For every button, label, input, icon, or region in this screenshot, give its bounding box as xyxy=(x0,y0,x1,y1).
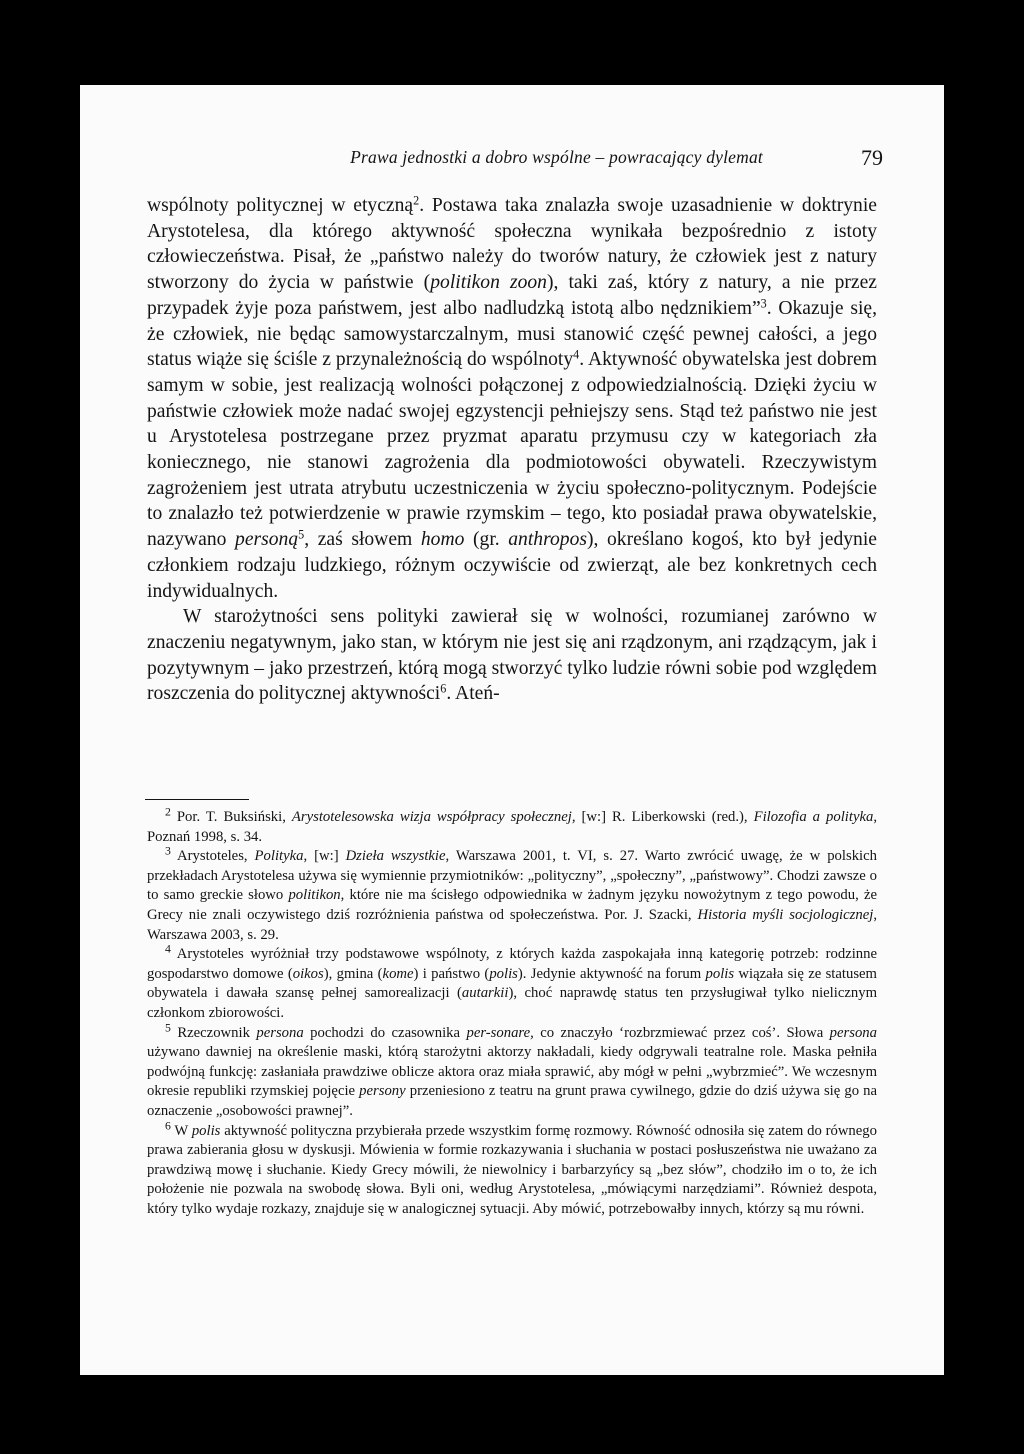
text-run: [w:] R. Liberkowski (red.), xyxy=(575,809,754,825)
footnote-ref: 5 xyxy=(165,1021,171,1035)
footnote xyxy=(147,805,878,847)
body-paragraph xyxy=(147,193,877,604)
text-run: Rzeczownik xyxy=(170,1024,257,1041)
footnotes xyxy=(147,805,878,1219)
text-run: W xyxy=(170,1122,192,1139)
footnote-separator xyxy=(145,799,249,800)
text-run: , Warszawa 2003, s. 29. xyxy=(147,906,877,943)
text-run: , zaś słowem xyxy=(304,529,421,551)
text-run: wiązała się ze statusem obywatela i dawała szansę pełnej samorealizacji ( xyxy=(147,965,877,1002)
footnote xyxy=(147,1021,878,1122)
text-run: co znaczyło ‘rozbrzmiewać przez coś’. Słowa xyxy=(533,1024,830,1041)
text-run: Arystoteles wyróżniał trzy podstawowe wspólnoty, z których każda zaspokajała inną kategorię potrzeb: rodzinne gospodarstwo domowe ( xyxy=(147,946,877,982)
italic-term: kome xyxy=(382,965,414,982)
page-header xyxy=(293,145,883,175)
text-run: ), taki zaś, który z natury, a nie przez przypadek żyje poza państwem, jest albo nadludzką istotą albo nędznikiem” xyxy=(147,272,877,319)
italic-term: politikon zoon xyxy=(430,272,547,294)
book-page xyxy=(80,85,944,1375)
italic-term: persona xyxy=(829,1024,877,1041)
text-run: , [w:] xyxy=(303,848,346,865)
italic-term: polis xyxy=(489,965,518,982)
italic-term: polis xyxy=(705,965,735,982)
italic-term: anthropos xyxy=(508,529,587,551)
italic-term: politikon xyxy=(288,887,341,904)
text-run: (gr. xyxy=(464,529,509,551)
footnote-ref: 4 xyxy=(165,942,171,956)
italic-term: Filozofia a polityka xyxy=(753,809,874,825)
italic-term: personą xyxy=(235,529,299,551)
footnote-ref: 2 xyxy=(165,805,171,819)
text-run: Por. T. Buksiński, xyxy=(170,809,292,825)
footnote-ref: 6 xyxy=(440,681,447,696)
text-run: . Postawa taka znalazła swoje uzasadnienie w doktrynie Arystotelesa, dla którego aktywność społeczna wynikała bezpośrednio z istoty człowieczeństwa. Pisał, że „państwo należy do tworów natury, że człowiek jest z natury stworzony do życia w państwie ( xyxy=(147,195,877,294)
text-run: , które nie ma ścisłego odpowiednika w żadnym języku nowożytnym z tego powodu, że Grecy nie znali oczywistego dziś rozróżnienia państwa od społeczeństwa. Por. J. Szacki, xyxy=(147,887,877,923)
italic-term: persona xyxy=(256,1024,304,1041)
text-run: . Aktywność obywatelska jest dobrem samym w sobie, jest realizacją wolności połączonej z odpowiedzialnością. Dzięki życiu w państwie człowiek może nadać swojej egzystencji pełniejszy sens. Stąd też państwo nie jest u Arystotelesa postrzegane przez pryzmat aparatu przymusu czy w kategoriach zła koniecznego, nie stanowi zagrożenia dla podmiotowości obywateli. Rzeczywistym zagrożeniem jest utrata atrybutu uczestniczenia w życiu społeczno-politycznym. Podejście to znalazło też potwierdzenie w prawie rzymskim – tego, kto posiadał prawa obywatelskie, nazywano xyxy=(147,349,877,551)
text-run: . Ateń- xyxy=(446,683,500,705)
italic-term: Arystotelesowska wizja współpracy społecznej, xyxy=(291,809,576,825)
body-paragraph xyxy=(147,604,877,707)
text-run: ) i państwo ( xyxy=(413,965,490,982)
footnote-ref: 2 xyxy=(413,193,420,208)
italic-term: Historia myśli socjologicznej xyxy=(697,906,874,923)
italic-term: autarkii xyxy=(461,985,509,1002)
footnote xyxy=(147,942,877,1023)
text-run: ), choć naprawdę status ten przysługiwał tylko nielicznym członkom zbiorowości. xyxy=(147,985,877,1021)
italic-term: Polityka xyxy=(254,848,304,865)
text-run: ), określano kogoś, kto był jedynie członkiem rodzaju ludzkiego, różnym oczywiście od zwierząt, ale bez konkretnych cech indywidualnych. xyxy=(147,529,877,602)
text-run: wspólnoty politycznej w etyczną xyxy=(147,195,414,216)
text-run: W starożytności sens polityki zawierał się w wolności, rozumianej zarówno w znaczeniu negatywnym, jako stan, w którym nie jest się ani rządzonym, ani rządzącym, jak i pozytywnym – jako przestrzeń, którą mogą stworzyć tylko ludzie równi sobie pod względem roszczenia do politycznej aktywności xyxy=(147,606,877,705)
footnote-ref: 3 xyxy=(760,296,767,311)
footnote-ref: 4 xyxy=(573,347,580,362)
text-run: aktywność polityczna przybierała przede wszystkim formę rozmowy. Równość odnosiła się zatem do równego prawa zabierania głosu w dyskusji. Mówienia w formie rozkazywania i słuchania w postaci posłuszeństwa nie uważano za prawdziwą mowę i słuchanie. Kiedy Grecy mówili, że niewolnicy i barbarzyńcy są „bez słów”, chodziło im o to, że ich położenie nie pozwala na swobodę słowa. Byli oni, według Arystotelesa, „mówiącymi narzędziami”. Również despota, który tylko wydaje rozkazy, znajduje się w analogicznej sytuacji. Aby mówić, potrzebowałby innych, którzy są mu równi. xyxy=(147,1122,877,1217)
italic-term: per-sonare, xyxy=(466,1024,534,1041)
text-run: ), gmina ( xyxy=(323,965,383,982)
text-run: . Okazuje się, że człowiek, nie będąc samowystarczalnym, musi stanowić część pewnej całości, a jego status wiąże się ściśle z przynależnością do wspólnoty xyxy=(147,297,878,371)
italic-term: polis xyxy=(191,1122,221,1139)
italic-term: oikos xyxy=(292,965,324,982)
running-title: Prawa jednostki a dobro wspólne – powracający dylemat xyxy=(350,147,763,167)
text-run: używano dawniej na określenie maski, którą starożytni aktorzy nakładali, kiedy odgrywali teatralne role. Maska pełniła podwójną funkcję: zasłaniała prawdziwe oblicze aktora oraz miała sprawić, aby mógł w pełni „wybrzmieć”. We wczesnym okresie republiki rzymskiej pojęcie xyxy=(147,1044,877,1100)
text-run: , Warszawa 2001, t. VI, s. 27. Warto zwrócić uwagę, że w polskich przekładach Arystotelesa używa się wymiennie przymiotników: „polityczny”, „społeczny”, „państwowy”. Chodzi zawsze o to samo greckie słowo xyxy=(147,848,877,904)
text-run: ). Jedynie aktywność na forum xyxy=(517,965,706,982)
footnote-ref: 5 xyxy=(298,527,305,542)
footnote-ref: 6 xyxy=(165,1119,171,1133)
main-text xyxy=(147,193,877,707)
text-run: , Poznań 1998, s. 34. xyxy=(147,809,878,845)
footnote-ref: 3 xyxy=(165,844,171,858)
italic-term: Dzieła wszystkie xyxy=(345,848,446,865)
footnote xyxy=(147,844,877,945)
page-number: 79 xyxy=(861,145,883,170)
text-run: przeniesiono z teatru na grunt prawa cywilnego, gdzie do dziś używa się go na oznaczenie „osobowości prawnej”. xyxy=(147,1083,878,1119)
footnote xyxy=(147,1119,877,1220)
text-run: Arystoteles, xyxy=(170,848,255,865)
italic-term: homo xyxy=(420,529,465,551)
italic-term: persony xyxy=(359,1083,406,1100)
text-run: pochodzi do czasownika xyxy=(303,1024,467,1041)
